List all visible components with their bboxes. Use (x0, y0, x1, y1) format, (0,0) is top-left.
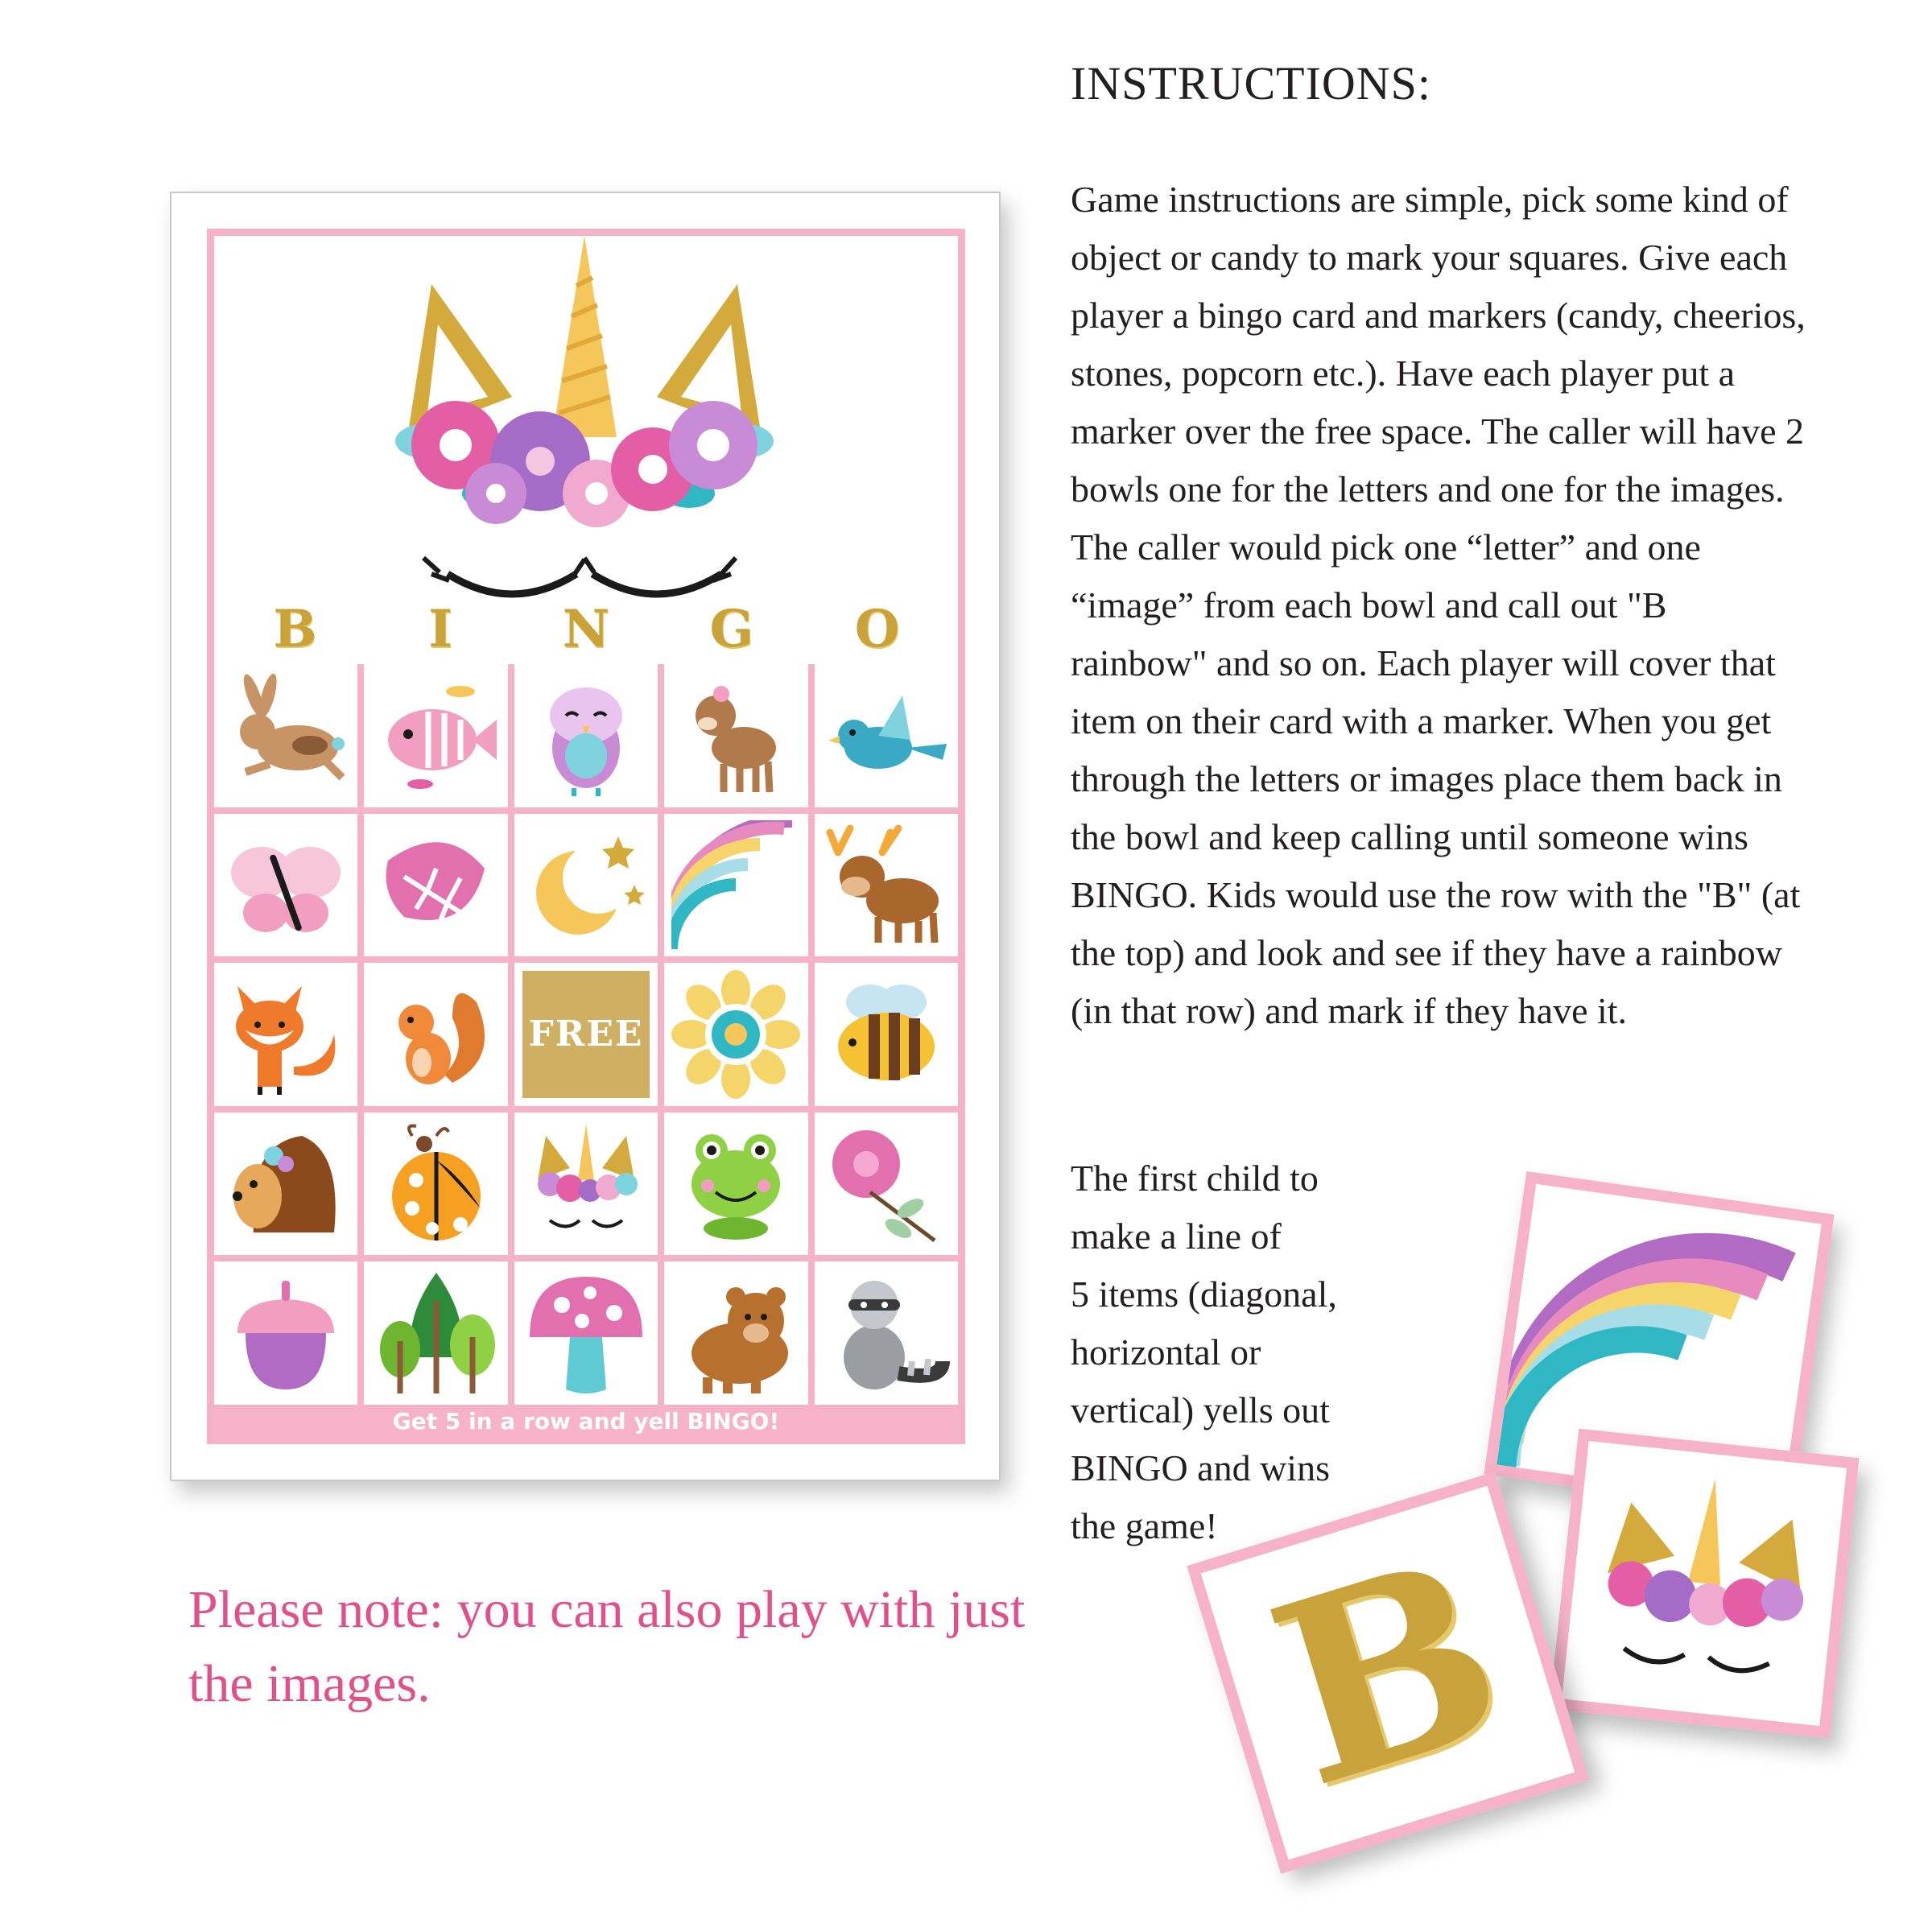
moon-icon (522, 820, 650, 949)
bingo-cell-rainbow[interactable] (664, 814, 807, 957)
bingo-card (170, 192, 1001, 1481)
bingo-cell-free[interactable] (514, 963, 658, 1106)
bingo-cell-deer[interactable] (664, 664, 807, 807)
bird-icon (822, 671, 951, 800)
free-space-label: FREE (522, 971, 650, 1098)
bingo-cell-moon[interactable] (514, 814, 658, 957)
bingo-cell-hedgehog[interactable] (214, 1113, 357, 1256)
bee-icon (822, 970, 951, 1099)
play-note: Please note: you can also play with just the images. (188, 1580, 1026, 1713)
bingo-cell-squirrel[interactable] (364, 963, 507, 1106)
bunny-icon (221, 671, 350, 800)
butterfly-icon (221, 820, 350, 949)
calling-card-unicorn (1550, 1429, 1860, 1739)
bingo-letter-i: I (428, 598, 453, 659)
bingo-cell-fox[interactable] (214, 963, 357, 1106)
bingo-card-footer: Get 5 in a row and yell BINGO! (214, 1405, 958, 1437)
bingo-grid (214, 664, 958, 1405)
bingo-letters (214, 597, 958, 661)
bingo-cell-leaf[interactable] (364, 814, 507, 957)
bingo-letter-b: B (273, 598, 317, 659)
bingo-cell-raccoon[interactable] (815, 1261, 958, 1405)
fox-icon (221, 970, 350, 1099)
leaf-icon (372, 820, 501, 949)
squirrel-icon (372, 970, 501, 1099)
acorn-icon (221, 1269, 350, 1397)
instructions-title: INSTRUCTIONS: (1071, 57, 1432, 109)
bingo-cell-trees[interactable] (364, 1261, 507, 1405)
unicorn-card-icon (1562, 1441, 1847, 1726)
bingo-cell-bird[interactable] (815, 664, 958, 807)
bingo-cell-bee[interactable] (815, 963, 958, 1106)
bingo-cell-butterfly[interactable] (214, 814, 357, 957)
instructions-tail: The first child to make a line of 5 items (diagonal, horizontal or vertical) yells out BINGO and wins the game! (1071, 1158, 1337, 1546)
rainbow-icon (671, 820, 800, 949)
bingo-card-border (207, 229, 965, 1444)
bingo-cell-unicorn[interactable] (514, 1113, 658, 1256)
unicorn-icon (522, 1120, 650, 1249)
moose-icon (822, 820, 951, 949)
ladybug-icon (372, 1120, 501, 1249)
fish-icon (372, 671, 501, 800)
bingo-cell-acorn[interactable] (214, 1261, 357, 1405)
raccoon-icon (822, 1269, 951, 1397)
frog-icon (671, 1120, 800, 1249)
deer-icon (671, 671, 800, 800)
flower-icon (671, 970, 800, 1099)
bingo-cell-ladybug[interactable] (364, 1113, 507, 1256)
bingo-cell-owl[interactable] (514, 664, 658, 807)
bingo-cell-frog[interactable] (664, 1113, 807, 1256)
bingo-letter-o: O (854, 598, 900, 659)
bingo-cell-bunny[interactable] (214, 664, 357, 807)
mushroom-icon (522, 1269, 650, 1397)
bingo-cell-pink-flower[interactable] (815, 1113, 958, 1256)
unicorn-header-icon (351, 236, 818, 622)
owl-icon (522, 671, 650, 800)
bingo-cell-mushroom[interactable] (514, 1261, 658, 1405)
bingo-cell-flower[interactable] (664, 963, 807, 1106)
bingo-cell-moose[interactable] (815, 814, 958, 957)
bingo-letter-n: N (562, 598, 610, 659)
instructions-body: Game instructions are simple, pick some kind of object or candy to mark your squares. Give each player a bingo card and markers (candy, cheerios, stones, popcorn etc.). Have each player put a marker over the free space. The caller will have 2 bowls one for the letters and one for the images. The caller would pick one “letter” and one “image” from each bowl and call out "B rainbow" and so on. Each player will cover that item on their card with a marker. When you get through the letters or images place them back in the bowl and keep calling until someone wins BINGO. Kids would use the row with the "B" (at the top) and look and see if they have a rainbow (in that row) and mark if they have it. (1071, 179, 1806, 1031)
bingo-letter-g: G (709, 598, 754, 659)
pink-flower-icon (822, 1120, 951, 1249)
hedgehog-icon (221, 1120, 350, 1249)
bingo-cell-bear[interactable] (664, 1261, 807, 1405)
bingo-card-header (214, 236, 958, 661)
calling-card-letter-b: B (1244, 1501, 1532, 1844)
trees-icon (372, 1269, 501, 1397)
bear-icon (671, 1269, 800, 1397)
bingo-cell-fish[interactable] (364, 664, 507, 807)
